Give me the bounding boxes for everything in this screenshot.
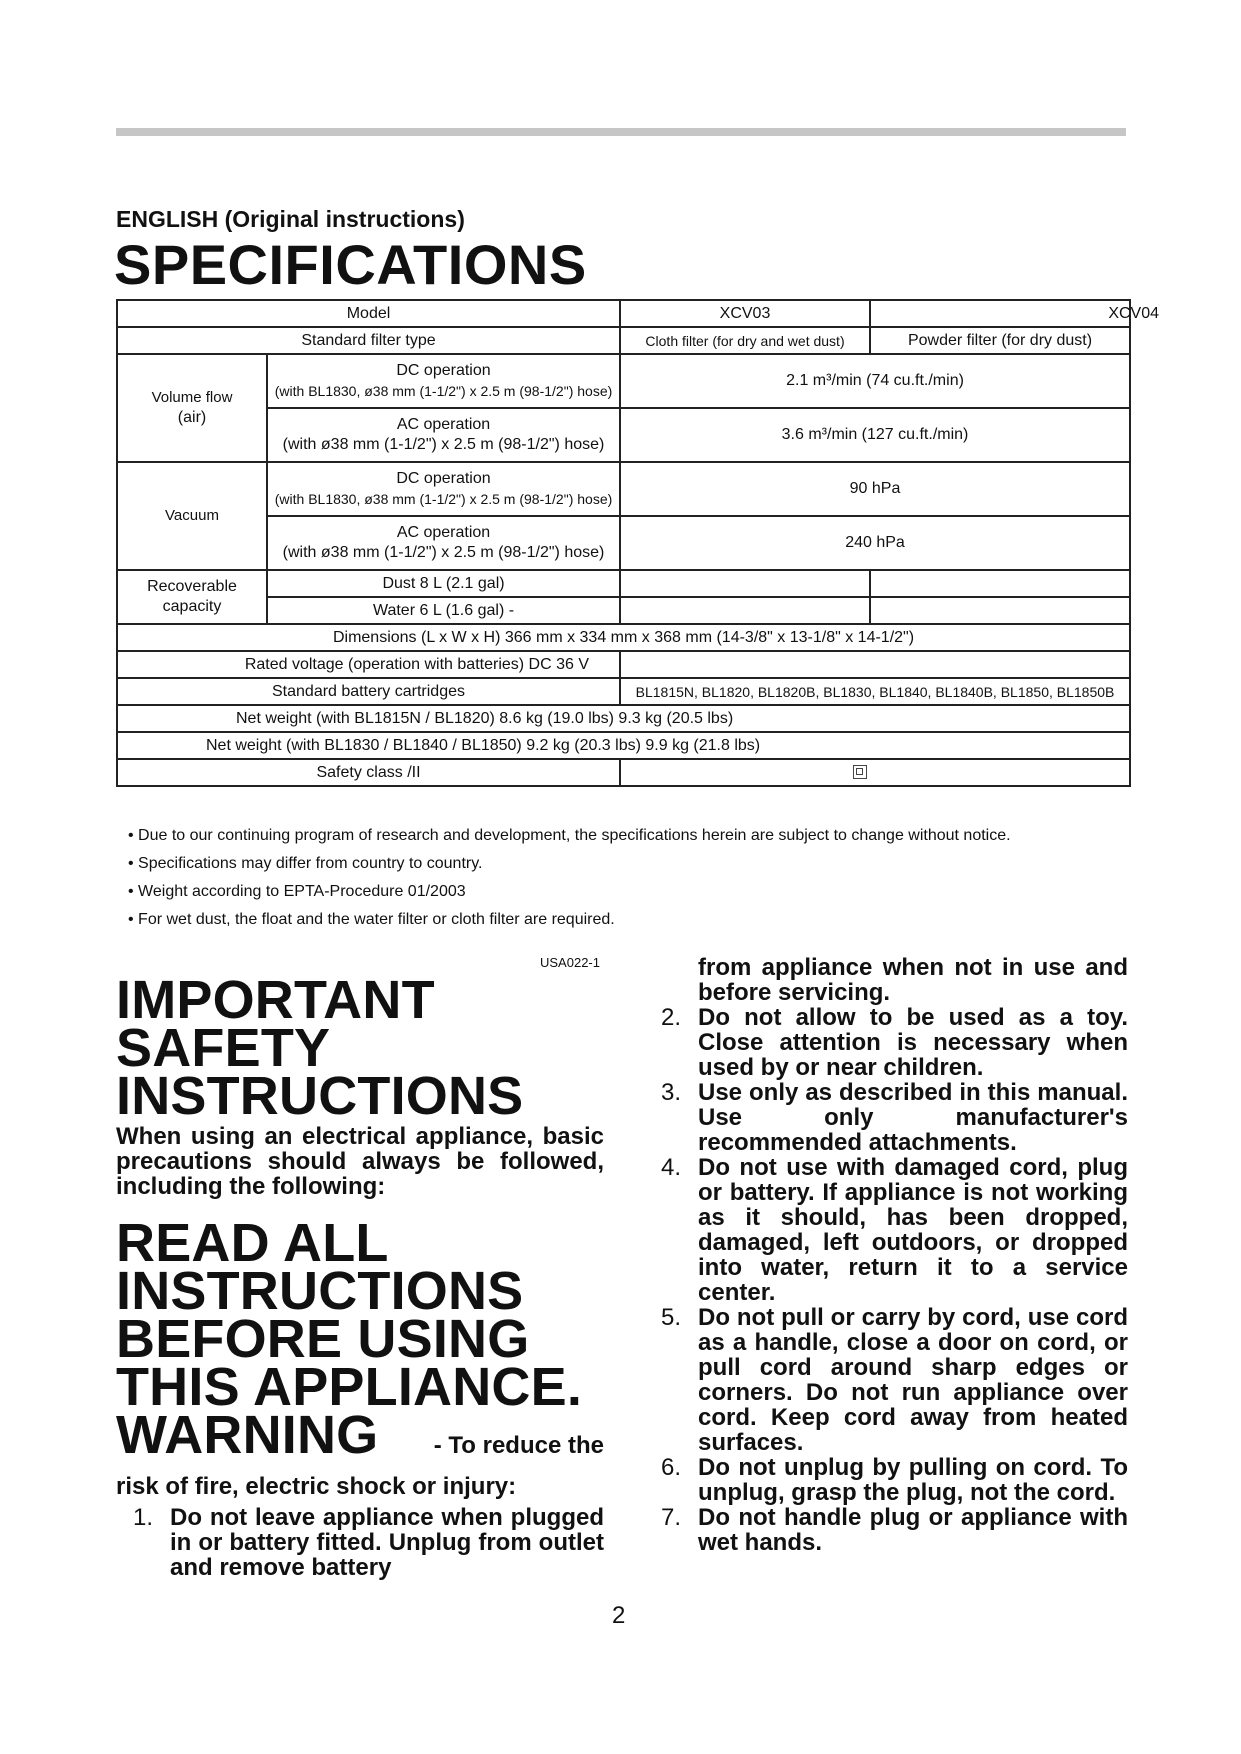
battery-value: BL1815N, BL1820, BL1820B, BL1830, BL1840, BL1840B, BL1850, BL1850B [620, 678, 1130, 705]
item-number: 1. [132, 1504, 153, 1531]
volume-flow-text: Volume flow [151, 389, 233, 406]
language-heading: ENGLISH (Original instructions) [116, 206, 465, 232]
recoverable-sub: capacity [162, 598, 222, 615]
dimensions-row: Dimensions (L x W x H) 366 mm x 334 mm x 368 mm (14-3/8" x 13-1/8" x 14-1/2") [117, 624, 1130, 651]
item-text: Do not use with damaged cord, plug or battery. If appliance is not working as it should, has been dropped, damaged, left outdoors, or dropped into water, return it to a service center. [698, 1154, 1128, 1306]
safety-item-2 [644, 1005, 1128, 1080]
model-b: XCV04 [1108, 305, 1160, 322]
vacuum-dc-condition [267, 462, 620, 516]
table-row [117, 354, 1130, 408]
note-item: • Weight according to EPTA-Procedure 01/2003 [128, 878, 1011, 906]
safety-item-7 [644, 1505, 1128, 1555]
volume-flow-sub: (air) [177, 409, 207, 426]
warning-rest: - To reduce the [433, 1432, 604, 1459]
vacuum-ac-value: 240 hPa [620, 516, 1130, 570]
item-number: 5. [660, 1304, 681, 1331]
ac-condition-text: (with ø38 mm (1-1/2") x 2.5 m (98-1/2") hose) [282, 544, 605, 561]
water-value-a [620, 597, 870, 624]
document-code: USA022-1 [540, 955, 600, 970]
filter-a: Cloth filter (for dry and wet dust) [620, 327, 870, 354]
safety-class-label: Safety class /II [117, 759, 620, 786]
table-row [117, 705, 1130, 732]
safety-item-3 [644, 1080, 1128, 1155]
item-number: 2. [660, 1004, 681, 1031]
recoverable-text: Recoverable [147, 578, 237, 595]
rated-voltage: Rated voltage (operation with batteries) DC 36 V [117, 651, 620, 678]
safety-item-6 [644, 1455, 1128, 1505]
dc-condition-text: (with BL1830, ø38 mm (1-1/2") x 2.5 m (98-1/2") hose) [274, 491, 613, 507]
warning-line [116, 1405, 604, 1465]
item-number: 7. [660, 1504, 681, 1531]
net-weight-2: Net weight (with BL1830 / BL1840 / BL1850) 9.2 kg (20.3 lbs) 9.9 kg (21.8 lbs) [117, 732, 1130, 759]
table-row [117, 516, 1130, 570]
dust-value-a [620, 570, 870, 597]
item-number: 4. [660, 1154, 681, 1181]
table-row [117, 759, 1130, 786]
dc-operation-label: DC operation [396, 362, 491, 379]
safety-left-column [116, 970, 604, 1581]
note-item: • Specifications may differ from country to country. [128, 850, 1011, 878]
filter-b: Powder filter (for dry dust) [870, 327, 1130, 354]
page-number: 2 [612, 1602, 626, 1629]
ac-operation-label: AC operation [396, 416, 491, 433]
safety-item-5 [644, 1305, 1128, 1455]
double-insulation-icon [853, 765, 867, 779]
item-1-continued: from appliance when not in use and before servicing. [698, 954, 1128, 1006]
specifications-table [116, 299, 1160, 787]
water-value-b [870, 597, 1130, 624]
item-text: Do not unplug by pulling on cord. To unplug, grasp the plug, not the cord. [698, 1454, 1128, 1506]
item-text: Do not pull or carry by cord, use cord as a handle, close a door on cord, or pull cord around sharp edges or corners. Do not run appliance over cord. Keep cord away from heated surfaces. [698, 1304, 1128, 1456]
vacuum-ac-condition [267, 516, 620, 570]
rated-voltage-value [620, 651, 1130, 678]
safety-intro: When using an electrical appliance, basic precautions should always be followed, including the following: [116, 1123, 604, 1200]
ac-condition-text: (with ø38 mm (1-1/2") x 2.5 m (98-1/2") hose) [282, 436, 605, 453]
item-text: Do not handle plug or appliance with wet hands. [698, 1504, 1128, 1556]
item-number: 6. [660, 1454, 681, 1481]
item-text: Use only as described in this manual. Use only manufacturer's recommended attachments. [698, 1079, 1128, 1156]
model-label: Model [117, 300, 620, 327]
item-number: 3. [660, 1079, 681, 1106]
safety-class-value [620, 759, 1130, 786]
safety-heading: IMPORTANT SAFETY INSTRUCTIONS [116, 970, 524, 1126]
vacuum-label: Vacuum [117, 462, 267, 570]
table-row [117, 651, 1130, 678]
flow-ac-condition [267, 408, 620, 462]
water-capacity: Water 6 L (1.6 gal) - [267, 597, 620, 624]
net-weight-1: Net weight (with BL1815N / BL1820) 8.6 kg (19.0 lbs) 9.3 kg (20.5 lbs) [117, 705, 1130, 732]
read-all-heading: READ ALL INSTRUCTIONS BEFORE USING THIS APPLIANCE. [116, 1213, 583, 1417]
table-row [117, 732, 1130, 759]
warning-word: WARNING [116, 1405, 379, 1465]
spec-notes [128, 822, 1011, 934]
note-item: • For wet dust, the float and the water filter or cloth filter are required. [128, 906, 1011, 934]
note-item: • Due to our continuing program of research and development, the specifications herein are subject to change without notice. [128, 822, 1011, 850]
table-row [117, 624, 1130, 651]
item-text: Do not leave appliance when plugged in or battery fitted. Unplug from outlet and remove battery [170, 1504, 604, 1581]
flow-dc-condition [267, 354, 620, 408]
battery-label: Standard battery cartridges [117, 678, 620, 705]
table-row [117, 597, 1130, 624]
safety-item-4 [644, 1155, 1128, 1305]
volume-flow-label [117, 354, 267, 462]
model-b-cell [870, 300, 1160, 327]
ac-operation-label: AC operation [396, 524, 491, 541]
specifications-title: SPECIFICATIONS [114, 233, 587, 296]
item-text: Do not allow to be used as a toy. Close attention is necessary when used by or near children. [698, 1004, 1128, 1081]
dust-capacity: Dust 8 L (2.1 gal) [267, 570, 620, 597]
flow-ac-value: 3.6 m³/min (127 cu.ft./min) [620, 408, 1130, 462]
filter-label: Standard filter type [117, 327, 620, 354]
dc-condition-text: (with BL1830, ø38 mm (1-1/2") x 2.5 m (98-1/2") hose) [274, 383, 613, 399]
safety-item-1 [116, 1505, 604, 1580]
warning-line-2: risk of fire, electric shock or injury: [116, 1473, 517, 1500]
vacuum-dc-value: 90 hPa [620, 462, 1130, 516]
dust-value-b [870, 570, 1130, 597]
table-row [117, 678, 1130, 705]
table-row [117, 300, 1130, 327]
safety-right-column [644, 955, 1128, 1555]
table-row [117, 462, 1130, 516]
table-row [117, 327, 1130, 354]
top-divider-bar [116, 128, 1126, 136]
table-row [117, 408, 1130, 462]
recoverable-label [117, 570, 267, 624]
dc-operation-label: DC operation [396, 470, 491, 487]
model-a: XCV03 [620, 300, 870, 327]
table-row [117, 570, 1130, 597]
flow-dc-value: 2.1 m³/min (74 cu.ft./min) [620, 354, 1130, 408]
